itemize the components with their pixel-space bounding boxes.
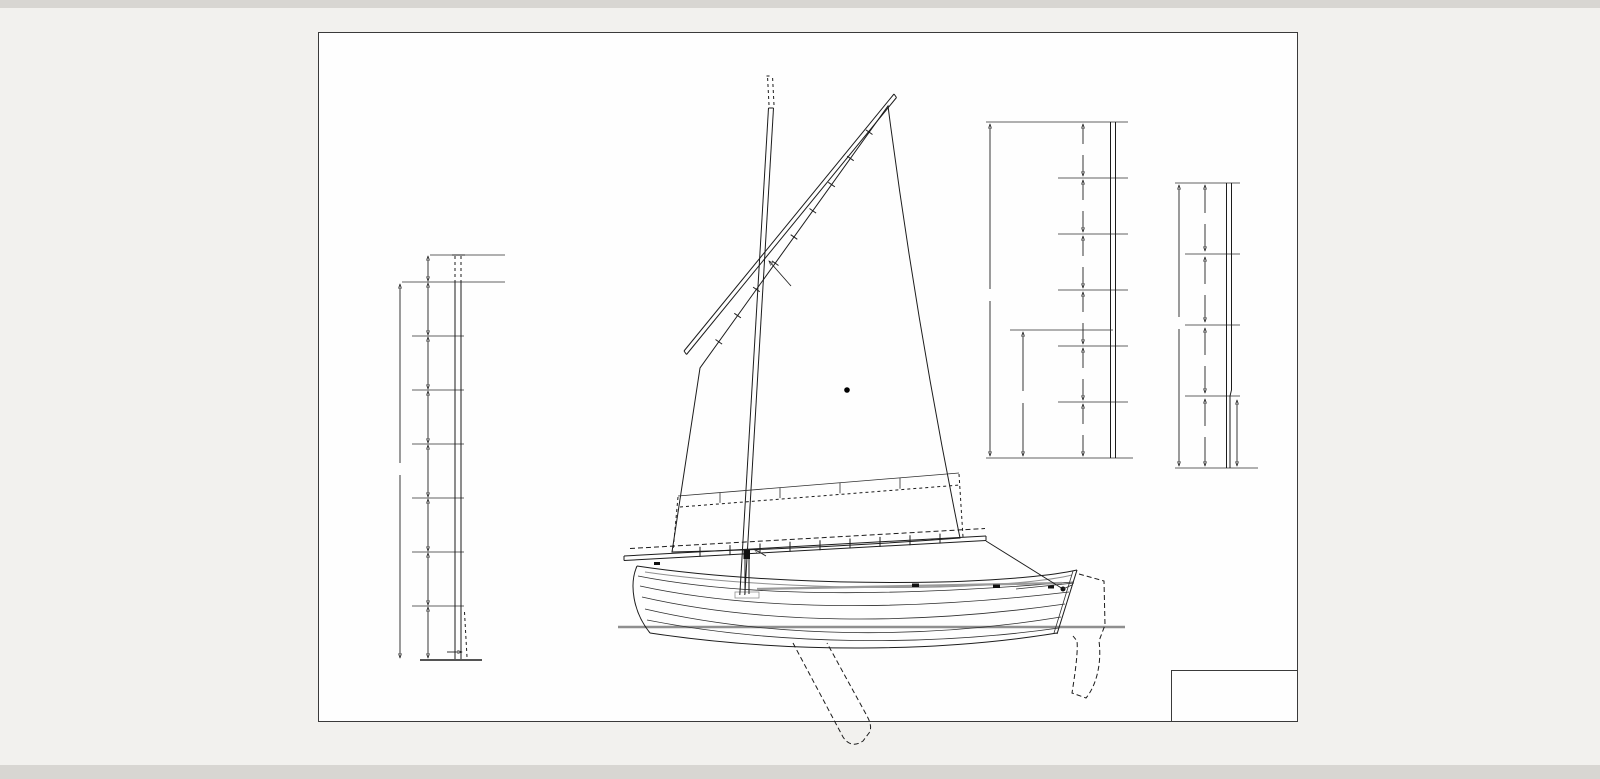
bottom-band (0, 765, 1600, 779)
top-band (0, 0, 1600, 8)
drawing-sheet (318, 32, 1298, 722)
title-block (1171, 670, 1298, 721)
